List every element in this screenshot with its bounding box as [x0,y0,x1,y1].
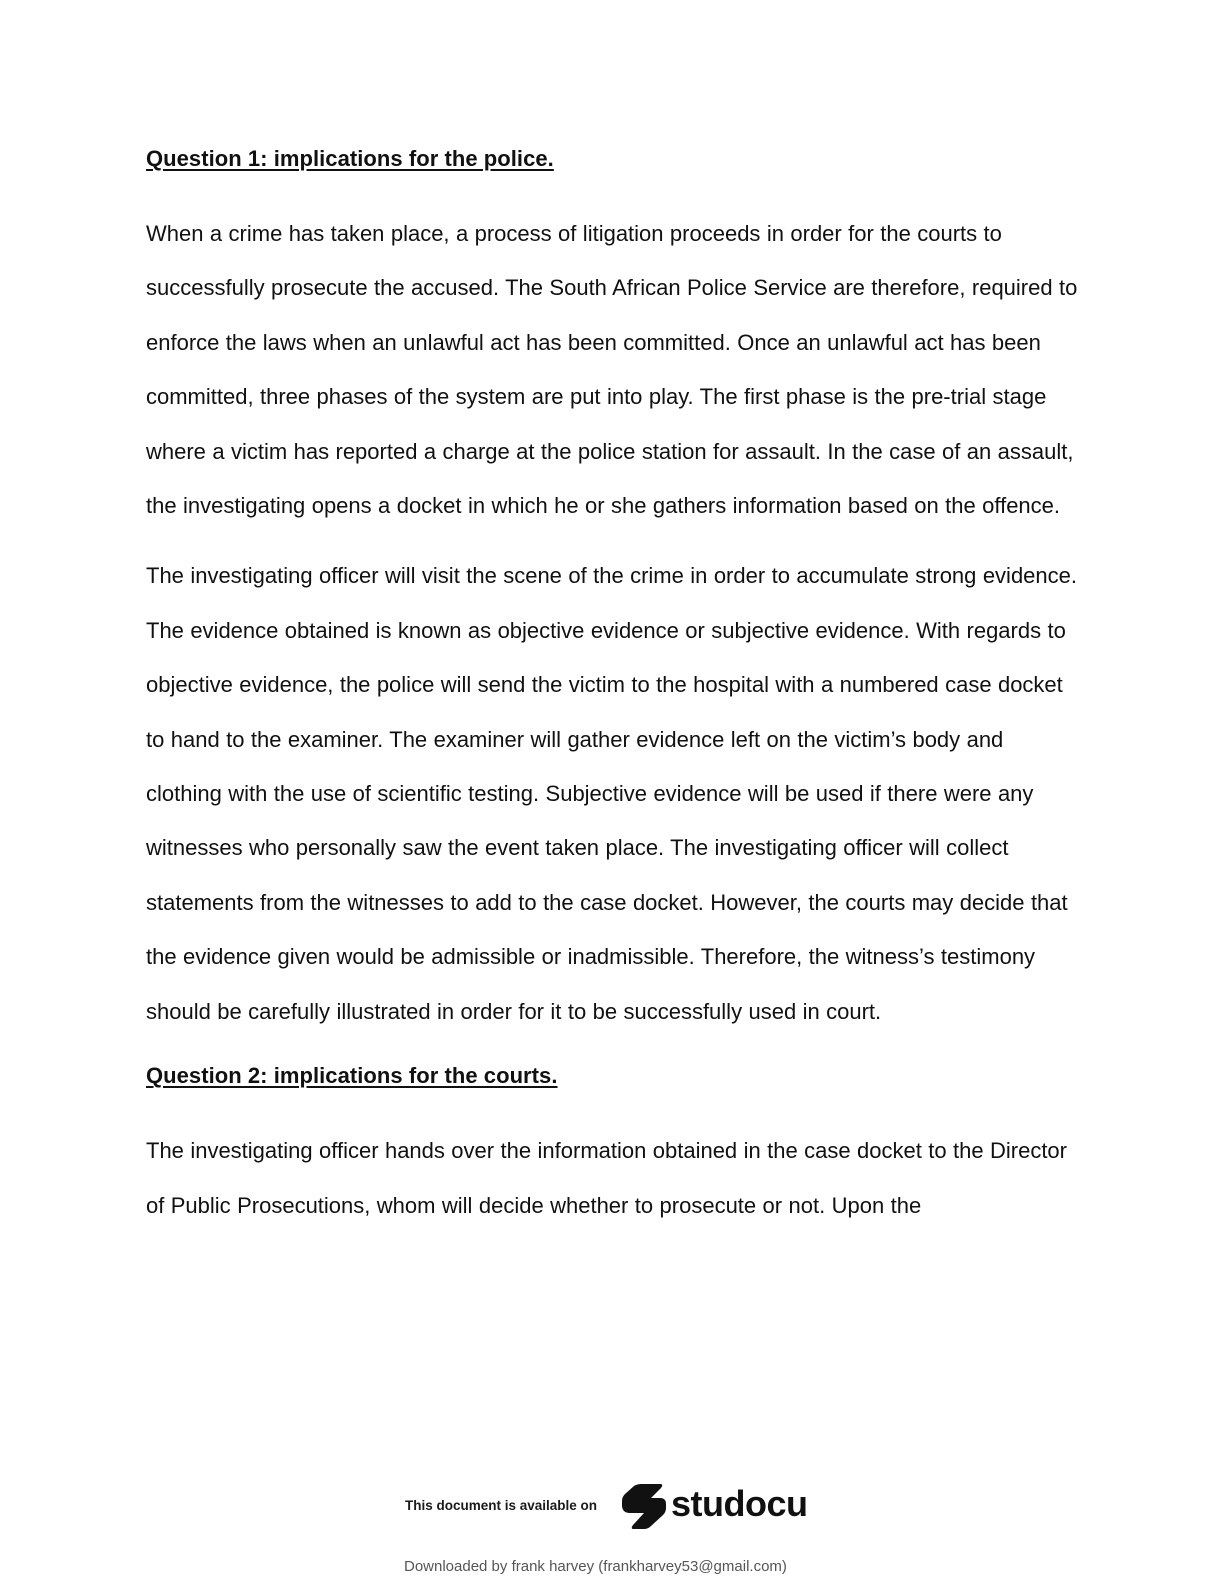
paragraph-3: The investigating officer hands over the information obtained in the case docket to the Director of Public Prosecutions, whom will decide whether to prosecute or not. Upon the [146,1138,1067,1218]
studocu-logo-icon[interactable] [620,1481,666,1529]
downloaded-by-text: Downloaded by frank harvey (frankharvey53@gmail.com) [404,1558,787,1575]
paragraph-1: When a crime has taken place, a process of litigation proceeds in order for the courts to successfully prosecute the accused. The South African Police Service are therefore, required to enforce the laws when an unlawful act has been committed. Once an unlawful act has been committed, three phases of the system are put into play. The first phase is the pre-trial stage where a victim has reported a charge at the police station for assault. In the case of an assault, the investigating opens a docket in which he or she gathers information based on the offence. [146,221,1078,519]
paragraph-2: The investigating officer will visit the scene of the crime in order to accumulate strong evidence. The evidence obtained is known as objective evidence or subjective evidence. With regards to objective evidence, the police will send the victim to the hospital with a numbered case docket to hand to the examiner. The examiner will gather evidence left on the victim’s body and clothing with the use of scientific testing. Subjective evidence will be used if there were any witnesses who personally saw the event taken place. The investigating officer will collect statements from the witnesses to add to the case docket. However, the courts may decide that the evidence given would be admissible or inadmissible. Therefore, the witness’s testimony should be carefully illustrated in order for it to be successfully used in court. [146,563,1077,1024]
document-body [146,138,1081,1249]
availability-text: This document is available on [405,1498,598,1513]
page-footer [0,1474,1224,1584]
section-heading-question-1: Question 1: implications for the police. [146,146,554,171]
section-heading-question-2: Question 2: implications for the courts. [146,1063,558,1089]
studocu-brand-name[interactable]: studocu [671,1483,808,1524]
